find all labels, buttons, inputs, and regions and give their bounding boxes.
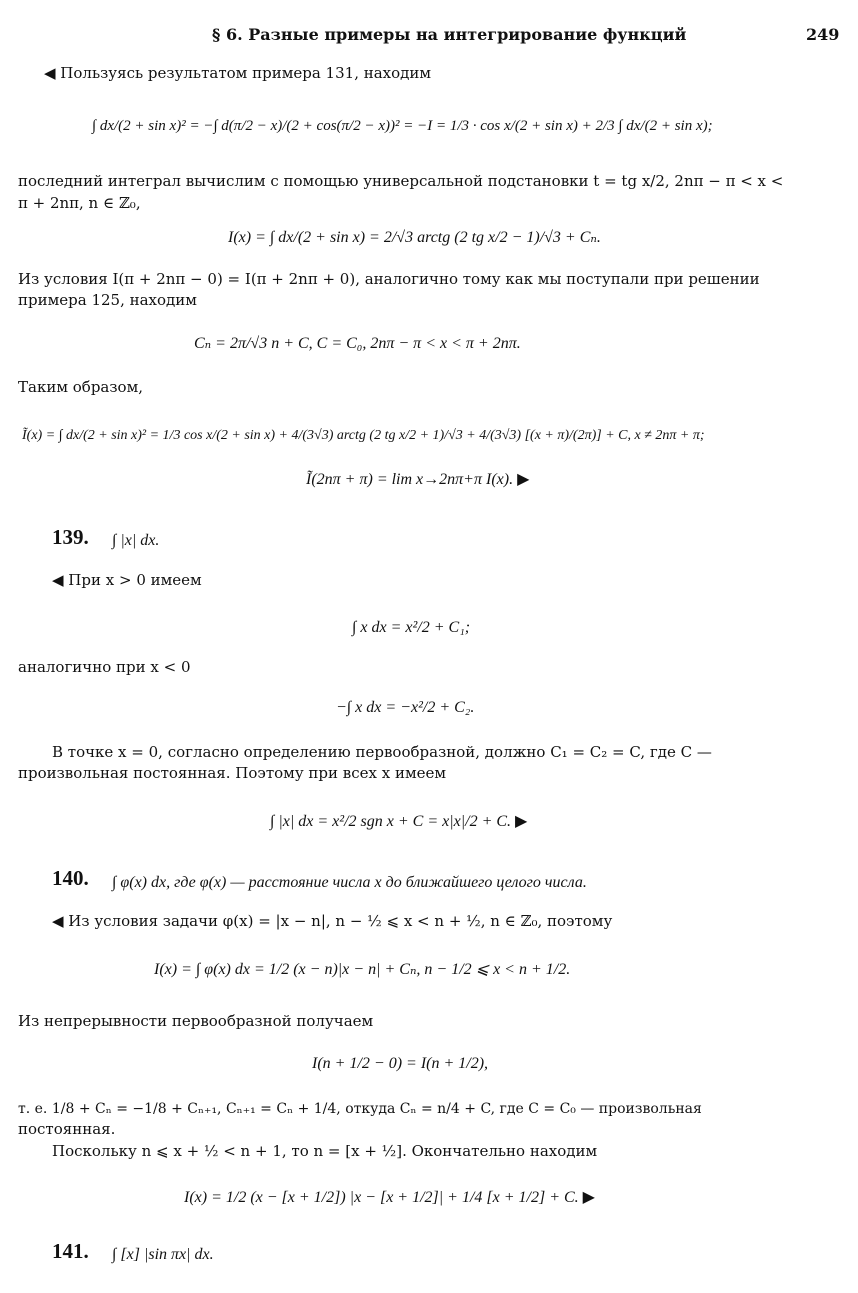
formula: Ĩ(x) = ∫ dx/(2 + sin x)² = 1/3 cos x/(2 + sin x) + 4/(3√3) arctg (2 tg x/2 + 1)/√3 + 4/(3√3) [(x + π)/(2π)] + C, x ≠ 2nπ + π; xyxy=(22,428,705,443)
text-line: Из условия I(π + 2nπ − 0) = I(π + 2nπ + 0), аналогично тому как мы поступали при решении xyxy=(18,270,760,288)
text-line: аналогично при x < 0 xyxy=(18,658,191,676)
text-line: примера 125, находим xyxy=(18,291,197,309)
text-line: ◀ Пользуясь результатом примера 131, находим xyxy=(44,64,432,82)
formula: Ĩ(2nπ + π) = lim x→2nπ+π I(x). ▶ xyxy=(306,471,530,488)
text-line: Поскольку n ⩽ x + ½ < n + 1, то n = [x + ½]. Окончательно находим xyxy=(52,1142,598,1160)
formula: I(n + 1/2 − 0) = I(n + 1/2), xyxy=(312,1055,489,1072)
text-line: Таким образом, xyxy=(18,378,144,396)
formula: ∫ x dx = x²/2 + C₁; xyxy=(352,619,471,636)
text-line: последний интеграл вычислим с помощью универсальной подстановки t = tg x/2, 2nπ − π < x < xyxy=(18,172,784,190)
formula: I(x) = ∫ φ(x) dx = 1/2 (x − n)|x − n| + Cₙ, n − 1/2 ⩽ x < n + 1/2. xyxy=(154,961,571,978)
section-title: § 6. Разные примеры на интегрирование функций xyxy=(212,25,687,44)
text-line: ◀ При x > 0 имеем xyxy=(52,571,202,589)
formula: −∫ x dx = −x²/2 + C₂. xyxy=(336,699,475,716)
text-line: Из непрерывности первообразной получаем xyxy=(18,1012,374,1030)
page-number: 249 xyxy=(806,25,840,44)
problem-statement: ∫ |x| dx. xyxy=(112,532,160,549)
formula: ∫ dx/(2 + sin x)² = −∫ d(π/2 − x)/(2 + cos(π/2 − x))² = −I = 1/3 · cos x/(2 + sin x) + 2/3 ∫ dx/(2 + sin x); xyxy=(92,118,713,134)
text-line: ◀ Из условия задачи φ(x) = |x − n|, n − ½ ⩽ x < n + ½, n ∈ ℤ₀, поэтому xyxy=(52,912,613,930)
formula: I(x) = 1/2 (x − [x + 1/2]) |x − [x + 1/2]| + 1/4 [x + 1/2] + C. ▶ xyxy=(184,1189,595,1206)
formula: Cₙ = 2π/√3 n + C, C = C₀, 2nπ − π < x < π + 2nπ. xyxy=(194,335,521,352)
text-line: π + 2nπ, n ∈ ℤ₀, xyxy=(18,194,141,212)
problem-statement: ∫ [x] |sin πx| dx. xyxy=(112,1246,214,1263)
problem-number: 140. xyxy=(52,866,89,890)
problem-number: 141. xyxy=(52,1239,89,1263)
formula: ∫ |x| dx = x²/2 sgn x + C = x|x|/2 + C. ▶ xyxy=(270,813,528,830)
problem-number: 139. xyxy=(52,525,89,549)
problem-statement: ∫ φ(x) dx, где φ(x) — расстояние числа x до ближайшего целого числа. xyxy=(112,874,587,891)
text-line: т. е. 1/8 + Cₙ = −1/8 + Cₙ₊₁, Cₙ₊₁ = Cₙ + 1/4, откуда Cₙ = n/4 + C, где C = C₀ — произвольная xyxy=(18,1101,702,1117)
text-line: В точке x = 0, согласно определению первообразной, должно C₁ = C₂ = C, где C — xyxy=(52,743,712,761)
formula: I(x) = ∫ dx/(2 + sin x) = 2/√3 arctg (2 tg x/2 − 1)/√3 + Cₙ. xyxy=(228,229,601,246)
text-line: постоянная. xyxy=(18,1120,116,1138)
text-line: произвольная постоянная. Поэтому при всех x имеем xyxy=(18,764,447,782)
